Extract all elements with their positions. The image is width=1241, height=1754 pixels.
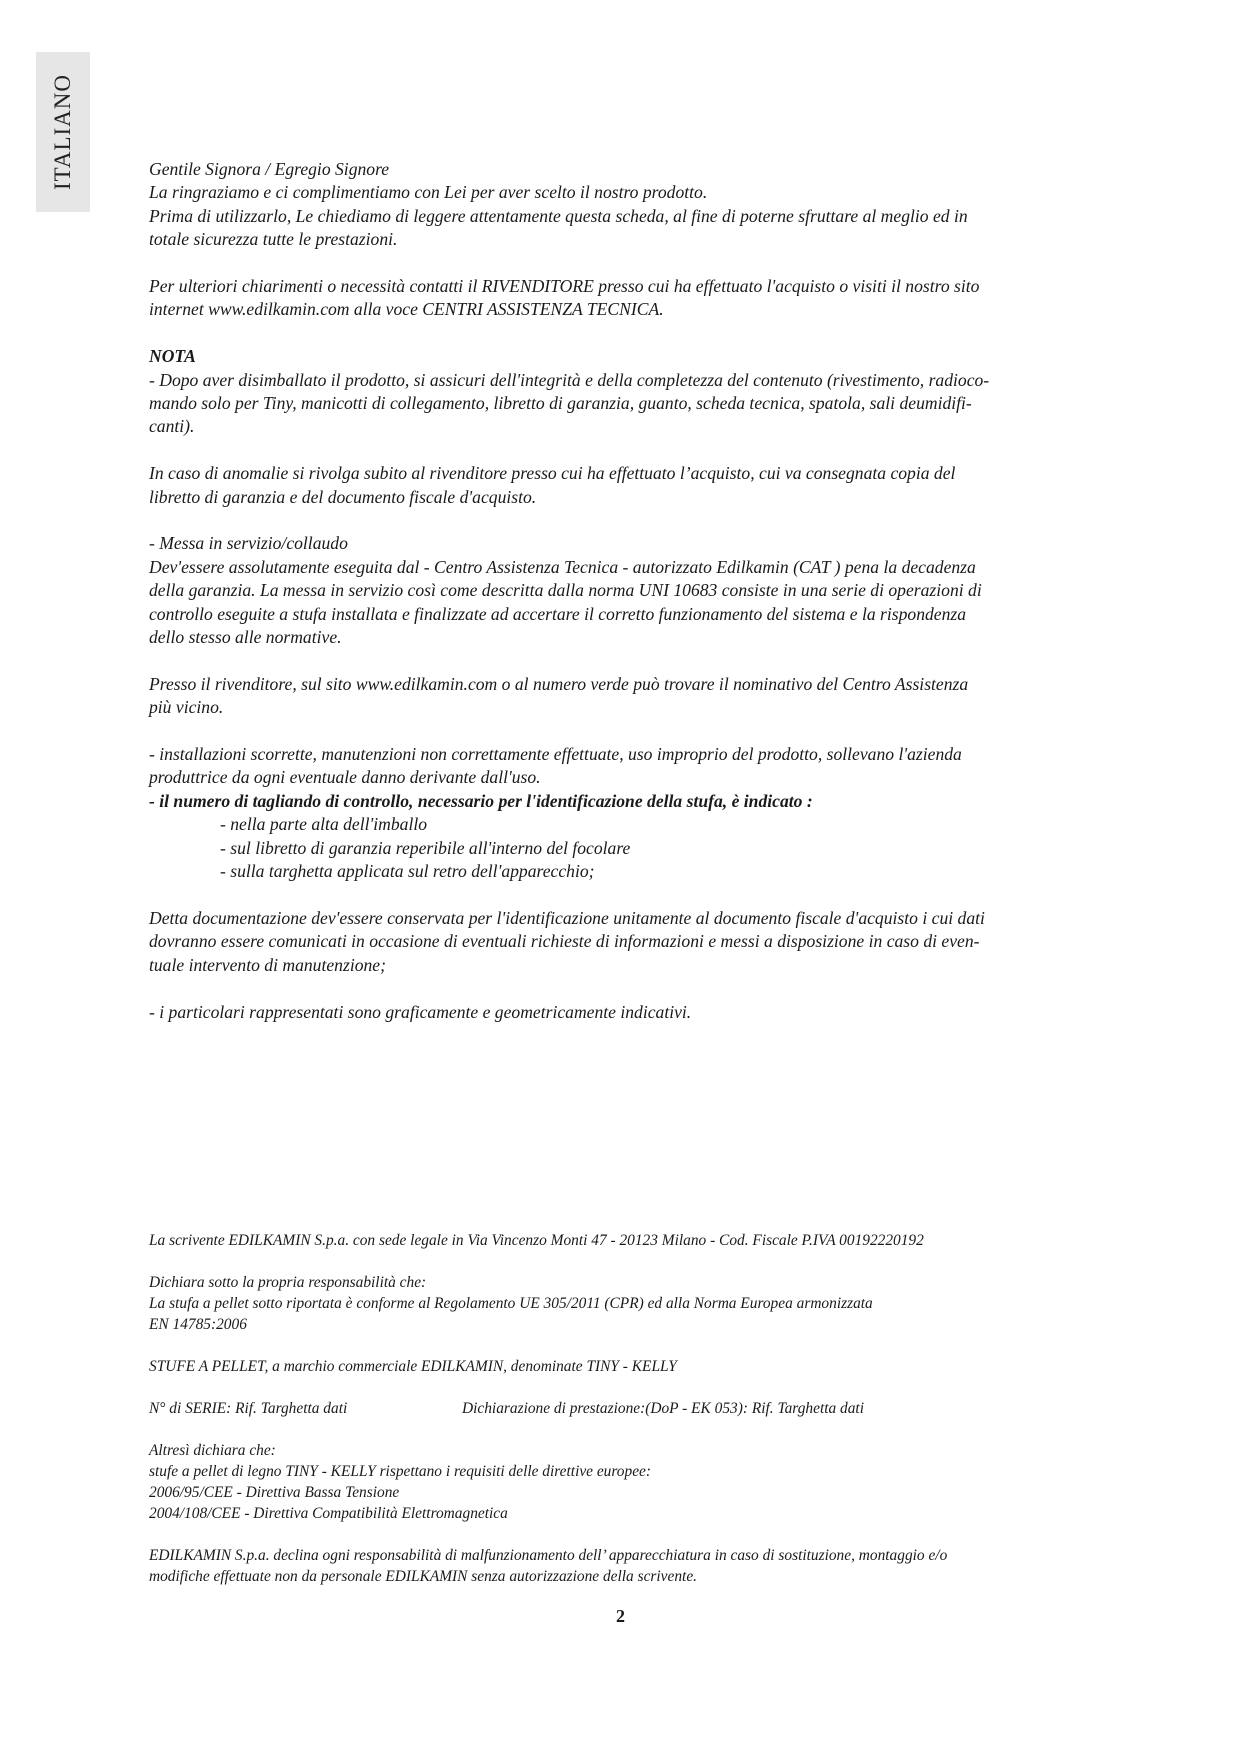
installazioni-line: - installazioni scorrette, manutenzioni non correttamente effettuate, uso improprio del prodotto, sollevano l'azienda	[149, 744, 962, 765]
contact-line: internet www.edilkamin.com alla voce CENTRI ASSISTENZA TECNICA.	[149, 299, 664, 320]
dop-text: Dichiarazione di prestazione:(DoP - EK 053): Rif. Targhetta dati	[462, 1400, 864, 1417]
dichiara-line: Dichiara sotto la propria responsabilità che:	[149, 1274, 427, 1291]
nota-line: canti).	[149, 416, 195, 437]
intro-line: totale sicurezza tutte le prestazioni.	[149, 229, 398, 250]
manual-body	[149, 158, 1099, 1047]
language-tab	[36, 52, 90, 212]
declina-line: modifiche effettuate non da personale EDILKAMIN senza autorizzazione della scrivente.	[149, 1568, 697, 1585]
dichiara-line: La stufa a pellet sotto riportata è conforme al Regolamento UE 305/2011 (CPR) ed alla Norma Europea armonizzata	[149, 1295, 873, 1312]
documentazione-line: tuale intervento di manutenzione;	[149, 954, 386, 975]
language-tab-label: ITALIANO	[50, 73, 75, 191]
installazioni-paragraph	[149, 743, 1099, 883]
greeting: Gentile Signora / Egregio Signore	[149, 159, 390, 179]
scrivente-line: La scrivente EDILKAMIN S.p.a. con sede legale in Via Vincenzo Monti 47 - 20123 Milano - Cod. Fiscale P.IVA 00192220192	[149, 1232, 924, 1249]
rivenditore-line: Presso il rivenditore, sul sito www.edilkamin.com o al numero verde può trovare il nominativo del Centro Assistenza	[149, 673, 969, 694]
servizio-line: dello stesso alle normative.	[149, 627, 342, 648]
declaration-section	[149, 1230, 1099, 1608]
stufe-line: STUFE A PELLET, a marchio commerciale EDILKAMIN, denominate TINY - KELLY	[149, 1358, 677, 1375]
intro-paragraph	[149, 158, 1099, 252]
nota-paragraph	[149, 345, 1099, 439]
tagliando-item: - sulla targhetta applicata sul retro dell'apparecchio;	[220, 861, 595, 882]
dichiara-line: EN 14785:2006	[149, 1316, 247, 1333]
declina-line: EDILKAMIN S.p.a. declina ogni responsabilità di malfunzionamento dell’ apparecchiatura in caso di sostituzione, montaggio e/o	[149, 1547, 948, 1564]
nota-line: mando solo per Tiny, manicotti di collegamento, libretto di garanzia, guanto, scheda tecnica, spatola, sali deumidifi-	[149, 393, 972, 414]
rivenditore-line: più vicino.	[149, 697, 224, 718]
documentazione-paragraph	[149, 907, 1099, 977]
intro-line: La ringraziamo e ci complimentiamo con Lei per aver scelto il nostro prodotto.	[149, 182, 708, 203]
contact-line: Per ulteriori chiarimenti o necessità contatti il RIVENDITORE presso cui ha effettuato l'acquisto o visiti il nostro sito	[149, 276, 980, 297]
servizio-line: controllo eseguite a stufa installata e finalizzate ad accertare il corretto funzionamento del sistema e la rispondenza	[149, 603, 967, 624]
serie-row	[149, 1398, 1099, 1419]
altresi-line: 2006/95/CEE - Direttiva Bassa Tensione	[149, 1484, 400, 1501]
altresi-line: 2004/108/CEE - Direttiva Compatibilità Elettromagnetica	[149, 1505, 508, 1522]
page-number: 2	[616, 1606, 625, 1626]
anomalie-paragraph	[149, 462, 1099, 509]
altresi-paragraph	[149, 1440, 1099, 1524]
servizio-paragraph	[149, 532, 1099, 649]
anomalie-line: In caso di anomalie si rivolga subito al rivenditore presso cui ha effettuato l’acquisto, cui va consegnata copia del	[149, 463, 956, 484]
rivenditore-paragraph	[149, 673, 1099, 720]
declina-paragraph	[149, 1545, 1099, 1587]
tagliando-item: - nella parte alta dell'imballo	[220, 814, 428, 835]
tagliando-item: - sul libretto di garanzia reperibile all'interno del focolare	[220, 837, 631, 858]
contact-paragraph	[149, 275, 1099, 322]
servizio-line: della garanzia. La messa in servizio così come descritta dalla norma UNI 10683 consiste in una serie di operazioni di	[149, 580, 982, 601]
nota-line: - Dopo aver disimballato il prodotto, si assicuri dell'integrità e della completezza del contenuto (rivestimento, radioco-	[149, 369, 990, 390]
documentazione-line: dovranno essere comunicati in occasione di eventuali richieste di informazioni e messi a disposizione in caso di even-	[149, 931, 980, 952]
servizio-line: Dev'essere assolutamente eseguita dal - Centro Assistenza Tecnica - autorizzato Edilkamin (CAT ) pena la decadenza	[149, 556, 976, 577]
altresi-line: Altresì dichiara che:	[149, 1442, 276, 1459]
tagliando-heading: - il numero di tagliando di controllo, necessario per l'identificazione della stufa, è indicato :	[149, 790, 813, 811]
anomalie-line: libretto di garanzia e del documento fiscale d'acquisto.	[149, 486, 537, 507]
altresi-line: stufe a pellet di legno TINY - KELLY rispettano i requisiti delle direttive europee:	[149, 1463, 651, 1480]
dichiara-paragraph	[149, 1272, 1099, 1335]
documentazione-line: Detta documentazione dev'essere conservata per l'identificazione unitamente al documento fiscale d'acquisto i cui dati	[149, 907, 985, 928]
particolari-paragraph: - i particolari rappresentati sono graficamente e geometricamente indicativi.	[149, 1001, 692, 1022]
intro-line: Prima di utilizzarlo, Le chiediamo di leggere attentamente questa scheda, al fine di poterne sfruttare al meglio ed in	[149, 205, 968, 226]
servizio-title: - Messa in servizio/collaudo	[149, 533, 348, 554]
nota-title: NOTA	[149, 346, 196, 367]
serie-text: N° di SERIE: Rif. Targhetta dati	[149, 1400, 348, 1417]
installazioni-line: produttrice da ogni eventuale danno derivante dall'uso.	[149, 767, 541, 788]
